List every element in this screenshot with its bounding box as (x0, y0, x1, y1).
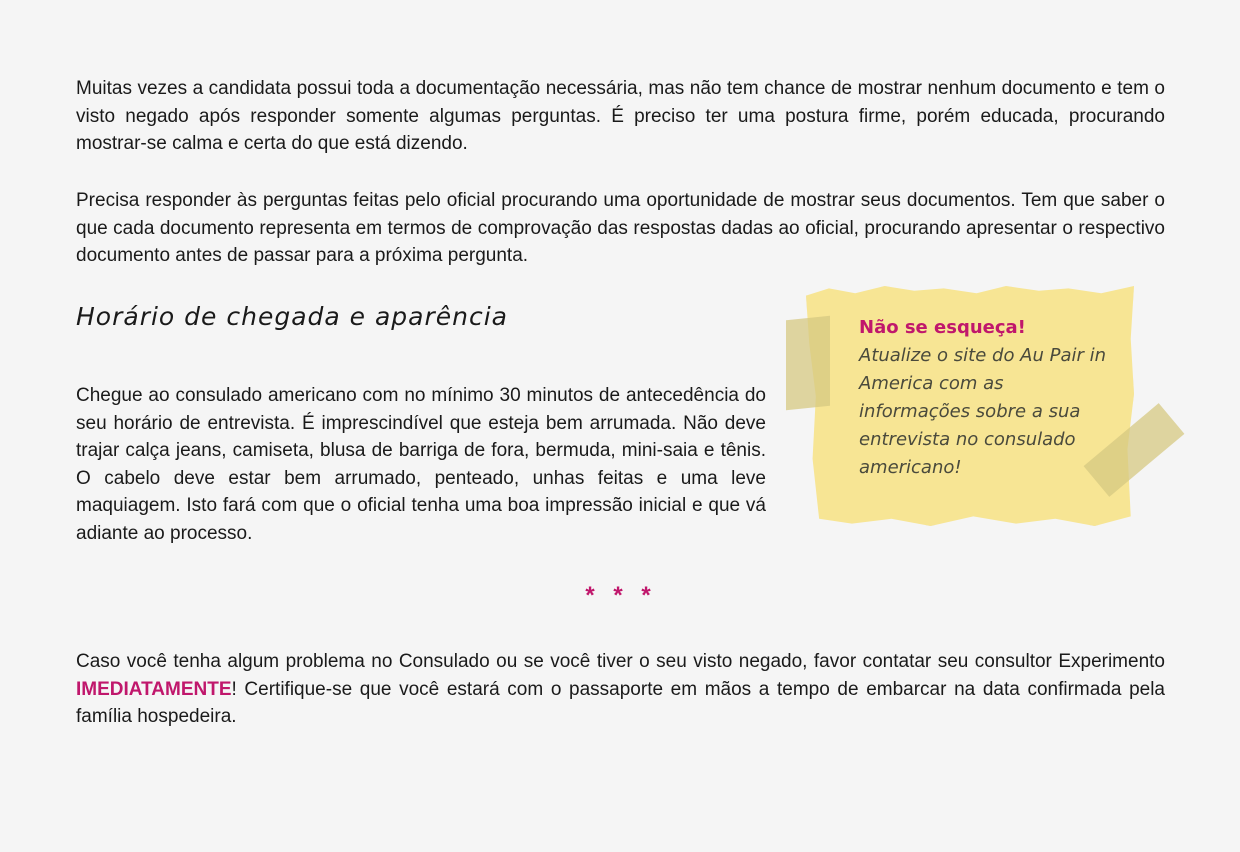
sticky-note-title: Não se esqueça! (859, 317, 1026, 338)
paragraph-contact-consultant (76, 648, 1165, 731)
paragraph-contact-text-end: ! Certifique-se que você estará com o passaporte em mãos a tempo de embarcar na data confirmada pela família hospedeira. (76, 678, 1165, 728)
paragraph-answer-questions: Precisa responder às perguntas feitas pelo oficial procurando uma oportunidade de mostrar seus documentos. Tem que saber o que cada documento representa em termos de comprovação das respostas dadas ao oficial, procurando apresentar o respectivo documento antes de passar para a próxima pergunta. (76, 190, 1165, 267)
paragraph-arrival-appearance: Chegue ao consulado americano com no mínimo 30 minutos de antecedência do seu horário de entrevista. É imprescindível que esteja bem arrumada. Não deve trajar calça jeans, camiseta, blusa de barriga de fora, bermuda, mini-saia e tênis. O cabelo deve estar bem arrumado, penteado, unhas feitas e uma leve maquiagem. Isto fará com que o oficial tenha uma boa impressão inicial e que vá adiante ao processo. (76, 385, 766, 544)
section-heading-arrival-appearance: Horário de chegada e aparência (76, 302, 509, 331)
tape-left-decoration (786, 316, 830, 411)
paragraph-documentation: Muitas vezes a candidata possui toda a documentação necessária, mas não tem chance de mostrar nenhum documento e tem o visto negado após responder somente algumas perguntas. É preciso ter uma postura firme, porém educada, procurando mostrar-se calma e certa do que está dizendo. (76, 78, 1165, 155)
immediately-highlight: IMEDIATAMENTE (76, 678, 232, 700)
section-separator: * * * (584, 582, 656, 609)
sticky-note-text (859, 314, 1109, 482)
sticky-note-body: Atualize o site do Au Pair in America com as informações sobre a sua entrevista no consulado americano! (859, 345, 1107, 478)
paragraph-contact-text-start: Caso você tenha algum problema no Consulado ou se você tiver o seu visto negado, favor contatar seu consultor Experimento (76, 651, 1165, 672)
